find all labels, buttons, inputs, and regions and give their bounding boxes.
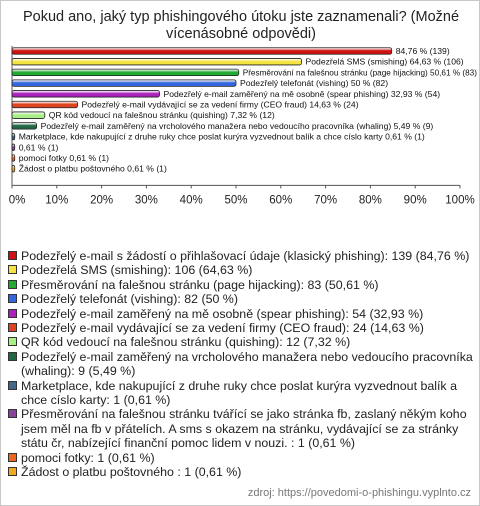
legend-item	[7, 307, 477, 321]
bar-4	[12, 91, 160, 98]
legend-label: Podezřelý telefonát (vishing): 82 (50 %)	[21, 292, 238, 307]
legend-swatch	[8, 323, 17, 332]
legend-label: Podezřelý e-mail vydávající se za vedení firmy (CEO fraud): 24 (14,63 %)	[21, 321, 424, 336]
chart-legend	[7, 249, 477, 480]
bar-10	[12, 155, 15, 162]
x-tick-label: 50%	[224, 194, 248, 207]
chart-title-line-2: vícenásobné odpovědi)	[166, 26, 316, 42]
x-tick-label: 40%	[179, 194, 203, 207]
bar-6	[12, 112, 45, 119]
bar-8	[12, 133, 15, 140]
legend-swatch	[8, 381, 17, 390]
legend-item	[7, 407, 477, 450]
bar-label-11: Žádost o platbu poštovného 0,61 % (1)	[18, 163, 167, 174]
legend-swatch	[8, 337, 17, 346]
legend-swatch	[8, 409, 17, 418]
bar-label-7: Podezřelý e-mail zaměřený na vrcholového manažera nebo vedoucího pracovníka (whaling) 5,49 % (9)	[40, 120, 434, 131]
legend-item	[7, 292, 477, 306]
legend-label: pomoci fotky: 1 (0,61 %)	[21, 450, 155, 465]
legend-item	[7, 451, 477, 465]
x-tick-label: 0%	[8, 194, 26, 207]
bar-9	[12, 144, 15, 151]
legend-label: Podezřelá SMS (smishing): 106 (64,63 %)	[21, 263, 253, 278]
x-tick-label: 100%	[445, 194, 475, 207]
bar-label-10: pomoci fotky 0,61 % (1)	[18, 153, 110, 163]
x-tick-label: 60%	[269, 194, 293, 207]
bar-11	[12, 165, 15, 172]
legend-label: Marketplace, kde nakupující z druhe ruky chce poslat kurýra vyzvednout balík a chce císlo karty: 1 (0,61 %)	[21, 378, 457, 408]
bar-label-5: Podezřelý e-mail vydávající se za vedení firmy (CEO fraud) 14,63 % (24)	[81, 99, 359, 110]
bar-label-0: 84,76 % (139)	[395, 46, 450, 56]
legend-swatch	[8, 251, 17, 260]
chart-title-line-1: Pokud ano, jaký typ phishingového útoku jste zaznamenali? (Možné	[22, 9, 460, 25]
legend-item	[7, 379, 477, 408]
legend-swatch	[8, 309, 17, 318]
x-tick-label: 80%	[358, 194, 382, 207]
legend-item	[7, 249, 477, 263]
legend-label: Podezřelý e-mail zaměřený na vrcholového manažera nebo vedoucího pracovníka (whaling): 9 (5,49 %)	[21, 349, 473, 379]
legend-swatch	[8, 467, 17, 476]
legend-label: Přesměrování na falešnou stránku tvářící se jako stránka fb, zaslaný někým koho jsem měl na fb v přátelích. A sms s okazem na stránku, vydávající se za stránky státu čr, nabízející finanční pomoc lidem v nouzi. : 1 (0,61 %)	[21, 407, 467, 451]
legend-swatch	[8, 265, 17, 274]
bar-label-2: Přesměrování na falešnou stránku (page hijacking) 50,61 % (83)	[242, 67, 478, 78]
legend-label: Podezřelý e-mail s žádostí o přihlašovací údaje (klasický phishing): 139 (84,76 %)	[21, 249, 470, 263]
bar-3	[12, 80, 236, 87]
bar-5	[12, 101, 78, 108]
source-note: zdroj: https://povedomi-o-phishingu.vyplnto.cz	[247, 487, 471, 499]
x-tick-label: 30%	[134, 194, 158, 207]
bar-chart	[1, 1, 480, 249]
legend-item	[7, 350, 477, 379]
bar-label-1: Podezřelá SMS (smishing) 64,63 % (106)	[305, 56, 464, 67]
legend-swatch	[8, 453, 17, 462]
legend-swatch	[8, 294, 17, 303]
legend-item	[7, 263, 477, 277]
x-tick-label: 90%	[403, 194, 427, 207]
legend-item	[7, 278, 477, 292]
bar-label-9: 0,61 % (1)	[18, 142, 59, 153]
legend-label: Přesměrování na falešnou stránku (page hijacking): 83 (50,61 %)	[21, 277, 379, 292]
x-tick-label: 10%	[45, 194, 69, 207]
legend-label: QR kód vedoucí na falešnou stránku (quishing): 12 (7,32 %)	[21, 335, 351, 350]
bar-7	[12, 123, 37, 129]
bar-label-4: Podezřelý e-mail zaměřený na mě osobně (spear phishing) 32,93 % (54)	[163, 88, 441, 99]
bar-2	[12, 69, 239, 76]
legend-item	[7, 321, 477, 335]
x-tick-label: 20%	[90, 194, 114, 207]
bar-0	[12, 48, 392, 55]
bar-label-8: Marketplace, kde nakupující z druhe ruky chce poslat kurýra vyzvednout balík a chce císlo karty 0,61 % (1)	[18, 131, 425, 142]
legend-item	[7, 335, 477, 349]
bar-label-3: Podezřelý telefonát (vishing) 50 % (82)	[240, 78, 389, 89]
legend-label: Žádost o platbu poštovného : 1 (0,61 %)	[21, 465, 242, 480]
legend-item	[7, 465, 477, 479]
x-tick-label: 70%	[314, 194, 338, 207]
legend-swatch	[8, 280, 17, 289]
bar-label-6: QR kód vedoucí na falešnou stránku (quishing) 7,32 % (12)	[48, 110, 275, 121]
legend-label: Podezřelý e-mail zaměřený na mě osobně (spear phishing): 54 (32,93 %)	[21, 306, 424, 321]
legend-swatch	[8, 352, 17, 361]
bar-1	[12, 58, 302, 64]
